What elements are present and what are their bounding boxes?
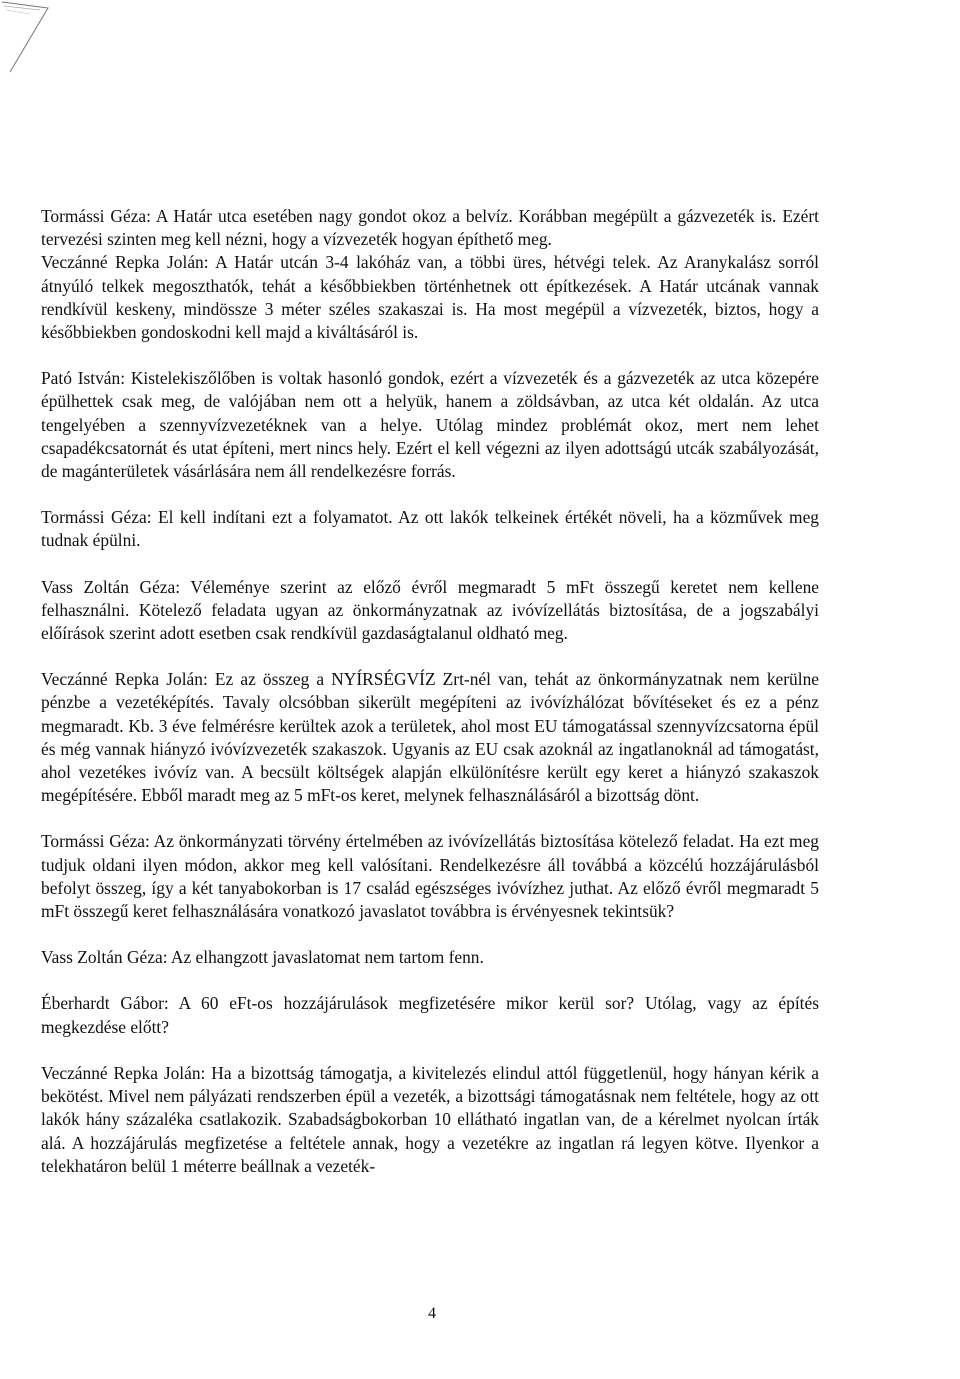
paragraph-4: Tormássi Géza: El kell indítani ezt a folyamatot. Az ott lakók telkeinek értékét növeli, ha a közművek meg tudnak épülni. — [41, 507, 819, 551]
page-number-footer — [0, 1304, 960, 1324]
paragraph-3: Pató István: Kistelekiszőlőben is voltak hasonló gondok, ezért a vízvezeték és a gázvezeték az utca közepére épülhettek csak meg, de valójában nem ott a helyük, hanem a zöldsávban, az utca két oldalán. Az utca tengelyében a szennyvízvezetéknek van a helye. Utólag mindez problémát okoz, mert nem lehet csapadékcsatornát és utat építeni, mert nincs hely. Ezért el kell végezni az ilyen adottságú utcák szabályozását, de magánterületek vásárlására nem áll rendelkezésre forrás. — [41, 368, 819, 482]
page-number: 4 — [428, 1305, 436, 1322]
paragraph-2: Veczánné Repka Jolán: A Határ utcán 3-4 lakóház van, a többi üres, hétvégi telek. Az Aranykalász sorról átnyúló telkek megoszthatók, tehát a későbbiekben történhetnek ott építkezések. A Határ utcának vannak rendkívül keskeny, mindössze 3 méter széles szakaszai is. Ha most megépül a vízvezeték, biztos, hogy a későbbiekben gondoskodni kell majd a kiváltásáról is. — [41, 252, 819, 343]
paragraph-5: Vass Zoltán Géza: Véleménye szerint az előző évről megmaradt 5 mFt összegű keretet nem kellene felhasználni. Kötelező feladata ugyan az önkormányzatnak az ivóvízellátás biztosítása, de a jogszabályi előírások szerint adott esetben csak rendkívül gazdaságtalanul oldható meg. — [41, 576, 819, 644]
paragraph-7: Tormássi Géza: Az önkormányzati törvény értelmében az ivóvízellátás biztosítása kötelező feladat. Ha ezt meg tudjuk oldani ilyen módon, akkor meg kell valósítani. Rendelkezésre áll továbbá a közcélú hozzájárulásból befolyt összeg, így a két tanyabokorban is 17 család egészséges ivóvízhez juthat. Az előző évről megmaradt 5 mFt összegű keret felhasználására vonatkozó javaslatot továbbra is érvényesnek tekintsük? — [41, 831, 819, 922]
document-body — [41, 205, 819, 1178]
paragraph-9: Éberhardt Gábor: A 60 eFt-os hozzájárulások megfizetésére mikor kerül sor? Utólag, vagy az építés megkezdése előtt? — [41, 993, 819, 1037]
paragraph-10: Veczánné Repka Jolán: Ha a bizottság támogatja, a kivitelezés elindul attól függetlenül, hogy hányan kérik a bekötést. Mivel nem pályázati rendszerben épül a vezeték, a bizottsági támogatásnak nem feltétele, hogy az ott lakók hány százaléka csatlakozik. Szabadságbokorban 10 ellátható ingatlan van, de a kérelmet nyolcan írták alá. A hozzájárulás megfizetése a feltétele annak, hogy a vezetékre az ingatlan rá legyen kötve. Ilyenkor a telekhatáron belül 1 méterre beállnak a vezeték- — [41, 1062, 819, 1176]
paragraph-8: Vass Zoltán Géza: Az elhangzott javaslatomat nem tartom fenn. — [41, 947, 484, 968]
paragraph-6: Veczánné Repka Jolán: Ez az összeg a NYÍRSÉGVÍZ Zrt-nél van, tehát az önkormányzatnak nem kerülne pénzbe a vezetéképítés. Tavaly olcsóbban sikerült megépíteni az ivóvízhálózat bővítéseket és ez a pénz megmaradt. Kb. 3 éve felmérésre kerültek azok a területek, ahol most EU támogatással szennyvízcsatorna épül és még vannak hiányzó ivóvízvezeték szakaszok. Ugyanis az EU csak azoknál az ingatlanoknál ad támogatást, ahol vezetékes ivóvíz van. A becsült költségek alapján elkülönítésre került egy keret a hiányzó szakaszok megépítésére. Ebből maradt meg az 5 mFt-os keret, melynek felhasználásáról a bizottság dönt. — [41, 669, 819, 806]
paragraph-1: Tormássi Géza: A Határ utca esetében nagy gondot okoz a belvíz. Korábban megépült a gázvezeték is. Ezért tervezési szinten meg kell nézni, hogy a vízvezeték hogyan építhető meg. — [41, 206, 819, 250]
corner-scan-mark — [0, 0, 60, 80]
